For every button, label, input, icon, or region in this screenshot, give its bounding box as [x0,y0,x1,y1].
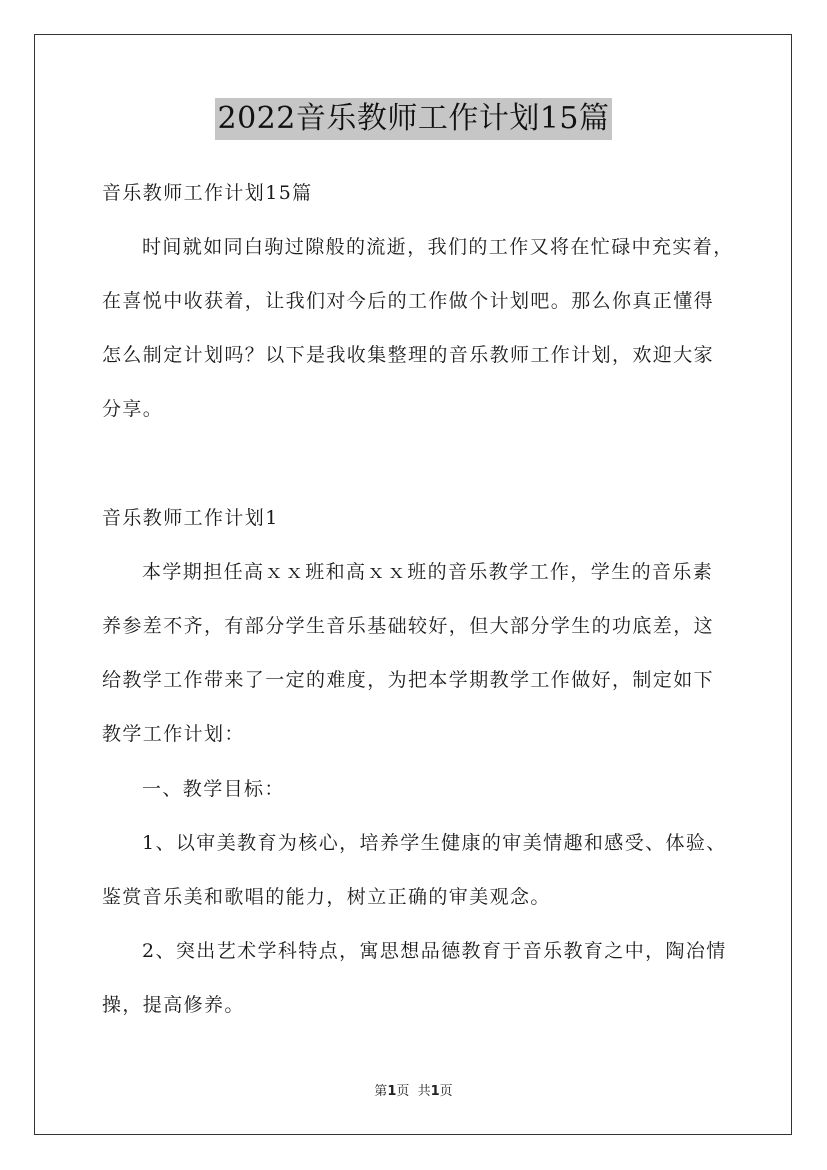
section-para-line-2: 养参差不齐，有部分学生音乐基础较好，但大部分学生的功底差，这 [102,615,715,637]
intro-line-3: 怎么制定计划吗？以下是我收集整理的音乐教师工作计划，欢迎大家 [102,344,715,366]
goals-heading: 一、教学目标： [142,778,285,800]
intro-line-1: 时间就如同白驹过隙般的流逝，我们的工作又将在忙碌中充实着， [142,236,734,258]
goal1-line-1: 1、以审美教育为核心，培养学生健康的审美情趣和感受、体验、 [142,832,727,854]
intro-line-2: 在喜悦中收获着，让我们对今后的工作做个计划吧。那么你真正懂得 [102,290,715,312]
document-title: 2022音乐教师工作计划15篇 [215,98,611,140]
title-container [0,98,827,140]
footer-page-prefix: 第 [374,1084,388,1099]
footer-page-total: 1 [430,1084,440,1099]
intro-line-4: 分享。 [102,398,164,420]
goal2-line-1: 2、突出艺术学科特点，寓思想品德教育于音乐教育之中，陶冶情 [142,940,727,962]
footer-page-mid: 页 共 [396,1084,431,1099]
goal2-line-2: 操，提高修养。 [102,994,245,1016]
section-para-line-1: 本学期担任高ｘｘ班和高ｘｘ班的音乐教学工作，学生的音乐素 [142,561,714,583]
document-subtitle: 音乐教师工作计划15篇 [102,182,313,204]
footer-page-suffix: 页 [439,1084,453,1099]
goal1-line-2: 鉴赏音乐美和歌唱的能力，树立正确的审美观念。 [102,886,551,908]
section-para-line-3: 给教学工作带来了一定的难度，为把本学期教学工作做好，制定如下 [102,669,715,691]
footer-page-current: 1 [387,1084,397,1099]
section-para-line-4: 教学工作计划： [102,723,245,745]
page-footer [0,1084,827,1100]
section-heading: 音乐教师工作计划1 [102,507,279,529]
